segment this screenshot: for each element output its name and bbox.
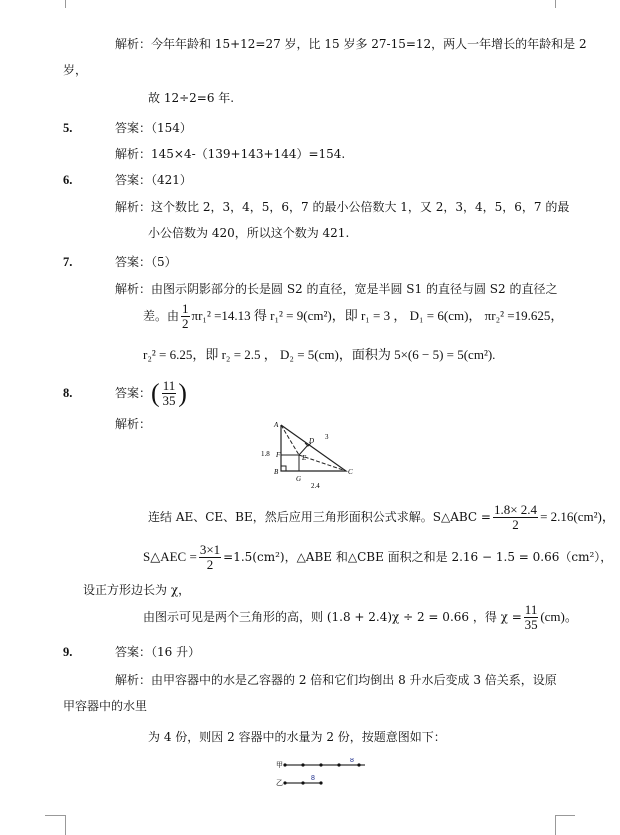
fraction [524,603,539,632]
fraction [493,503,538,532]
label-D: D [309,437,315,445]
q4-analysis-cont: 岁， [63,63,88,77]
q8-analysis-line-3: 设正方形边长为 χ， [83,583,191,597]
label-yi-8: 8 [311,775,315,782]
q5-analysis: 解析：145×4-（139+143+144）=154. [115,147,346,161]
answer-label: 答案： [115,386,152,400]
q7-answer: 答案：（5） [115,255,177,269]
text: 连结 AE、CE、BE，然后应用三角形面积公式求解。S△ABC = [148,510,491,524]
q8-analysis-label: 解析： [115,417,152,431]
text: S△AEC = [143,549,197,564]
q7-text: 差。由 [143,309,180,323]
q9-number: 9. [63,645,73,659]
denominator: 2 [512,517,519,532]
text: 由图示可见是两个三角形的高，则 (1.8 + 2.4)χ ÷ 2 = 0.66 ，得 χ = [143,610,522,624]
q8-answer: 答案：( $\frac{11}{35}$ ) [115,378,187,408]
label-ac: 3 [325,433,329,441]
q7-number: 7. [63,255,73,269]
numerator: 1 [182,301,189,316]
q5-answer: 答案：（154） [115,121,192,135]
label-F: F [276,451,281,459]
q8-analysis-line-4 [143,603,578,632]
denominator: 2 [206,557,214,572]
q8-analysis-line-1 [148,503,615,532]
q6-analysis: 解析：这个数比 2，3，4，5，6，7 的最小公倍数大 1，又 2，3，4，5，6，7 的最 [115,200,570,214]
numerator: 11 [162,378,176,393]
label-bc: 2.4 [311,482,320,490]
q7-formula-line-2: r₂² = 6.25，即 r₂ = 2.5 ， D₂ = 5(cm)，面积为 5×(6 − 5) = 5(cm²). [143,347,496,362]
label-E: E [302,454,307,462]
q9-analysis-cont-2: 为 4 份，则因 2 容器中的水量为 2 份，按题意图如下： [148,730,446,744]
text: =1.5(cm²)，△ABE 和△CBE 面积之和是 2.16 − 1.5 = 0.66（cm²）， [223,550,613,564]
numerator: 3×1 [199,542,221,557]
label-yi: 乙 [276,780,283,787]
numerator: 11 [524,602,538,617]
q7-analysis: 解析：由图示阴影部分的长是圆 S2 的直径，宽是半圆 S1 的直径与圆 S2 的直径之 [115,282,558,296]
q6-number: 6. [63,173,73,187]
label-G: G [296,475,302,483]
fraction [181,302,190,331]
answer-fraction [162,379,177,408]
page-corner-mark [65,0,66,8]
triangle-figure [258,415,368,495]
label-ab: 1.8 [261,450,270,458]
q7-formula-line [143,302,563,331]
page-corner-mark [555,815,556,835]
q8-number: 8. [63,386,73,400]
q4-analysis-conclusion: 故 12÷2=6 年. [148,91,235,105]
denominator: 35 [524,617,538,632]
q4-analysis: 解析：今年年龄和 15+12=27 岁，比 15 岁多 27-15=12，两人一年增长的年龄和是 2 [115,37,587,51]
text: (cm)。 [540,609,578,624]
label-A: A [274,421,279,429]
q7-formula: πr₁² =14.13 得 r₁² = 9(cm²)，即 r₁ = 3 ， D₁ = 6(cm)， πr₂² =19.625， [191,308,564,323]
label-jia: 甲 [276,762,283,769]
q8-analysis-line-2 [143,543,612,572]
page-corner-mark [45,815,65,816]
q6-analysis-cont: 小公倍数为 420，所以这个数为 421. [148,226,350,240]
q6-answer: 答案：（421） [115,173,192,187]
q9-analysis: 解析：由甲容器中的水是乙容器的 2 倍和它们均倒出 8 升水后变成 3 倍关系，设原 [115,673,557,687]
label-C: C [348,468,353,476]
q5-number: 5. [63,121,73,135]
page-corner-mark [65,815,66,835]
numerator: 1.8× 2.4 [493,502,538,517]
text: = 2.16(cm²)， [540,509,615,524]
label-B: B [274,468,279,476]
page-corner-mark [555,815,575,816]
label-jia-8: 8 [350,758,354,764]
q9-answer: 答案：（16 升） [115,645,201,659]
water-diagram [275,758,375,790]
denominator: 35 [162,393,176,408]
page-corner-mark [555,0,556,8]
q9-analysis-cont: 甲容器中的水里 [63,699,148,713]
denominator: 2 [182,316,189,331]
fraction [199,543,221,572]
